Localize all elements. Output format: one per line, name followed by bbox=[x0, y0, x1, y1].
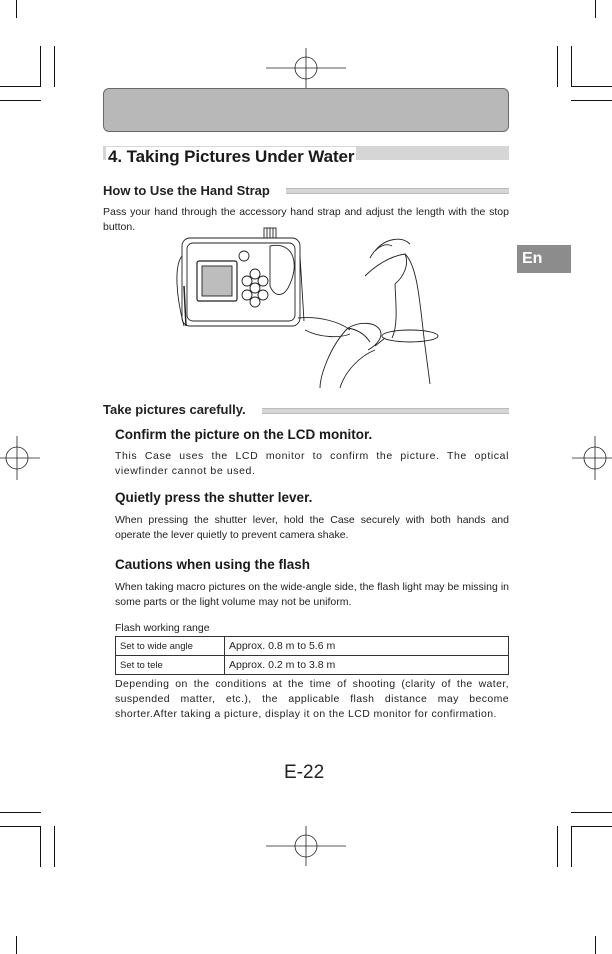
registration-mark-top bbox=[266, 48, 346, 88]
flash-cautions-text: When taking macro pictures on the wide-angle side, the flash light may be missing in some parts or the light volume may not be uniform. bbox=[115, 581, 509, 608]
page-number: E-22 bbox=[284, 762, 325, 783]
careful-heading: Take pictures carefully. bbox=[103, 402, 250, 418]
registration-mark-left bbox=[0, 436, 40, 480]
language-tab: En bbox=[517, 245, 571, 273]
registration-mark-bottom bbox=[266, 826, 346, 866]
registration-mark-right bbox=[572, 436, 612, 480]
table-cell: Set to wide angle bbox=[116, 637, 225, 656]
table-cell: Approx. 0.2 m to 3.8 m bbox=[225, 656, 509, 675]
header-band bbox=[103, 88, 509, 132]
flash-cautions-title: Cautions when using the flash bbox=[115, 557, 311, 572]
hand-strap-illustration bbox=[170, 226, 445, 388]
section-title: 4. Taking Pictures Under Water bbox=[108, 147, 355, 166]
lcd-monitor-title: Confirm the picture on the LCD monitor. bbox=[115, 427, 373, 442]
table-cell: Approx. 0.8 m to 5.6 m bbox=[225, 637, 509, 656]
table-row bbox=[116, 637, 509, 656]
lcd-monitor-text: This Case uses the LCD monitor to confirm the picture. The optical viewfinder cannot be used. bbox=[115, 450, 509, 477]
heading-rule-2 bbox=[262, 408, 509, 414]
hand-strap-text: Pass your hand through the accessory hand strap and adjust the length with the stop button. bbox=[103, 206, 509, 233]
shutter-lever-text: When pressing the shutter lever, hold the Case securely with both hands and operate the lever quietly to prevent camera shake. bbox=[115, 514, 509, 541]
shutter-lever-title: Quietly press the shutter lever. bbox=[115, 490, 313, 505]
table-row bbox=[116, 656, 509, 675]
heading-rule bbox=[286, 188, 509, 194]
table-cell: Set to tele bbox=[116, 656, 225, 675]
hand-strap-heading: How to Use the Hand Strap bbox=[103, 183, 274, 199]
flash-range-caption: Flash working range bbox=[115, 622, 210, 634]
flash-note-text: Depending on the conditions at the time of shooting (clarity of the water, suspended matter, etc.), the applicable flash distance may become shorter.After taking a picture, display it on the LCD monitor for confirmation. bbox=[115, 678, 509, 720]
flash-range-table bbox=[115, 636, 509, 675]
